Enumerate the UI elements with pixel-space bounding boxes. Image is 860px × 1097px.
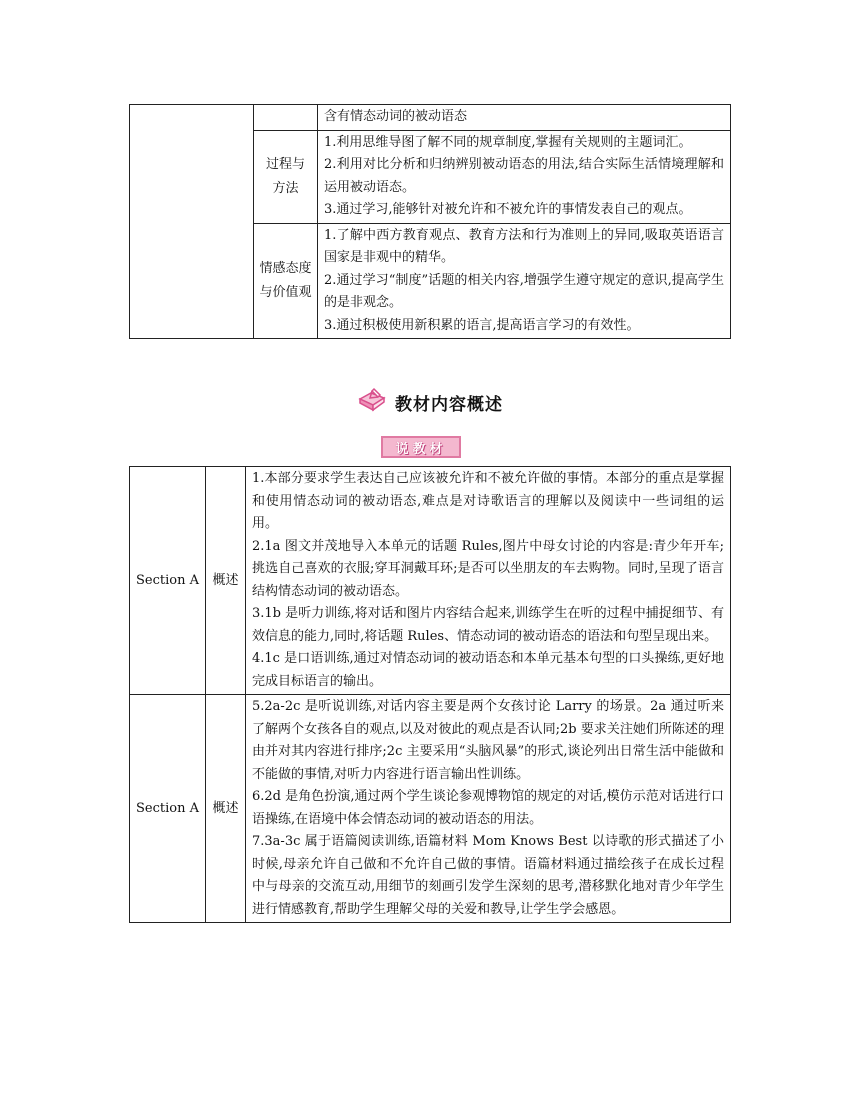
- list-item: 2.通过学习“制度”话题的相关内容,增强学生遵守规定的意识,提高学生的是非观念。: [324, 272, 724, 310]
- row-label-line: 方法: [272, 180, 299, 196]
- category-cell: 概述: [206, 695, 246, 923]
- objectives-table: [129, 104, 731, 339]
- section-cell: Section A: [130, 695, 206, 923]
- blank-cell: [254, 105, 318, 131]
- list-item: 1.了解中西方教育观点、教育方法和行为准则上的异同,吸取英语语言国家是非观中的精华。: [324, 227, 724, 265]
- section-heading: [0, 386, 860, 418]
- overview-list: [246, 695, 731, 923]
- section-cell: Section A: [130, 467, 206, 695]
- row-label: [254, 130, 318, 223]
- objective-list: [318, 223, 731, 339]
- row-label: [254, 223, 318, 339]
- category-cell: 概述: [206, 467, 246, 695]
- list-item: 3.通过积极使用新积累的语言,提高语言学习的有效性。: [324, 317, 640, 333]
- list-item: 4.1c 是口语训练,通过对情态动词的被动语态和本单元基本句型的口头操练,更好地完成目标语言的输出。: [252, 651, 724, 689]
- objective-list: [318, 130, 731, 223]
- list-item: 6.2d 是角色扮演,通过两个学生谈论参观博物馆的规定的对话,模仿示范对话进行口语操练,在语境中体会情态动词的被动语态的用法。: [252, 789, 724, 827]
- overview-list: [246, 467, 731, 695]
- section-heading-title: 教材内容概述: [395, 394, 503, 415]
- list-item: 1.利用思维导图了解不同的规章制度,掌握有关规则的主题词汇。: [324, 134, 692, 150]
- table-row: [130, 695, 731, 923]
- overview-table: [129, 466, 731, 923]
- list-item: 2.1a 图文并茂地导入本单元的话题 Rules,图片中母女讨论的内容是:青少年开车;挑选自己喜欢的衣服;穿耳洞戴耳环;是否可以坐朋友的车去购物。同时,呈现了语言结构情态动词的被动语态。: [252, 538, 724, 599]
- table-row: [130, 467, 731, 695]
- table-row: [130, 105, 731, 131]
- list-item: 1.本部分要求学生表达自己应该被允许和不被允许做的事情。本部分的重点是掌握和使用情态动词的被动语态,难点是对诗歌语言的理解以及阅读中一些词组的运用。: [252, 471, 724, 531]
- blank-cell: [130, 105, 254, 339]
- list-item: 3.1b 是听力训练,将对话和图片内容结合起来,训练学生在听的过程中捕捉细节、有效信息的能力,同时,将话题 Rules、情态动词的被动语态的语法和句型呈现出来。: [252, 606, 724, 644]
- section-badge: 说教材: [381, 436, 461, 458]
- list-item: 2.利用对比分析和归纳辨别被动语态的用法,结合实际生活情境理解和运用被动语态。: [324, 157, 724, 195]
- row-label-line: 过程与: [265, 156, 305, 172]
- list-item: 3.通过学习,能够针对被允许和不被允许的事情发表自己的观点。: [324, 202, 692, 217]
- objective-text: 含有情态动词的被动语态: [318, 105, 731, 131]
- list-item: 7.3a-3c 属于语篇阅读训练,语篇材料 Mom Knows Best 以诗歌的形式描述了小时候,母亲允许自己做和不允许自己做的事情。语篇材料通过描绘孩子在成长过程中与母亲的交流互动,用细节的刻画引发学生深刻的思考,潜移默化地对青少年学生进行情感教育,帮助学生理解父母的关爱和教导,让学生学会感恩。: [252, 834, 724, 917]
- book-pen-icon: [357, 387, 387, 417]
- row-label-line: 与价值观: [259, 284, 312, 300]
- list-item: 5.2a-2c 是听说训练,对话内容主要是两个女孩讨论 Larry 的场景。2a 通过听来了解两个女孩各自的观点,以及对彼此的观点是否认同;2b 要求关注她们所陈述的理由并对其内容进行排序;2c 主要采用“头脑风暴”的形式,谈论列出日常生活中能做和不能做的事情,对听力内容进行语言输出性训练。: [252, 699, 724, 782]
- row-label-line: 情感态度: [259, 260, 312, 276]
